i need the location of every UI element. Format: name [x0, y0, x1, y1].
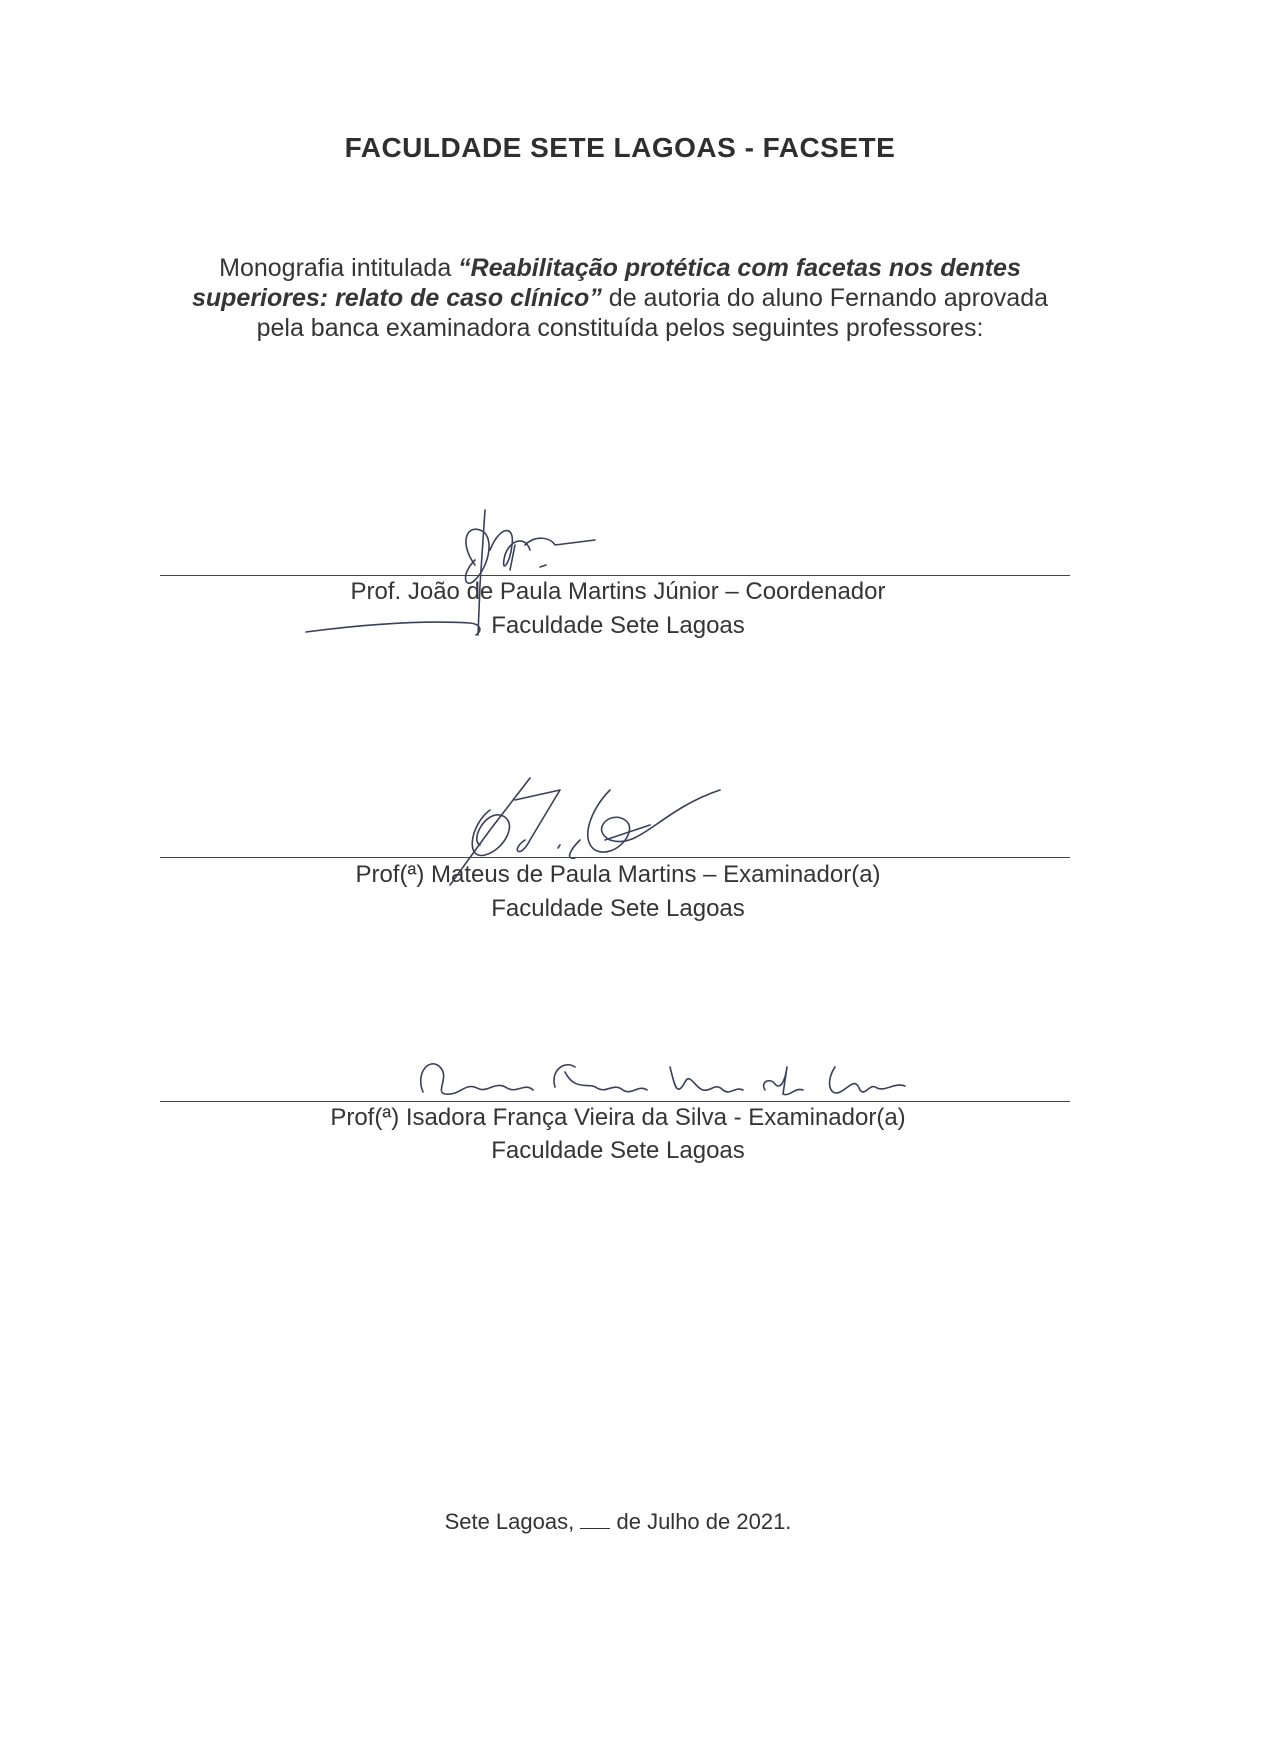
intro-prefix: Monografia intitulada — [219, 254, 459, 282]
examiner-institution: Faculdade Sete Lagoas — [491, 1137, 745, 1164]
date-month-year: de Julho de 2021. — [616, 1509, 792, 1534]
examiner-institution: Faculdade Sete Lagoas — [491, 612, 745, 639]
monograph-title: “Reabilitação protética com facetas nos dentes superiores: relato de caso clínico” — [191, 254, 1021, 312]
examiner-name-role: Prof(ª) Mateus de Paula Martins – Examinador(a) — [355, 861, 881, 888]
intro-suffix: de autoria do aluno Fernando aprovada pela banca examinadora constituída pelos seguintes professores: — [256, 284, 1049, 342]
examiner-institution: Faculdade Sete Lagoas — [491, 895, 745, 922]
approval-statement — [170, 253, 1070, 343]
examiner-name-role: Prof(ª) Isadora França Vieira da Silva - Examinador(a) — [330, 1104, 906, 1131]
date-city: Sete Lagoas, — [444, 1509, 575, 1534]
examiner-name-role: Prof. João de Paula Martins Júnior – Coordenador — [350, 578, 886, 605]
institution-title: FACULDADE SETE LAGOAS - FACSETE — [344, 132, 896, 163]
signature-line — [160, 1101, 1070, 1102]
signing-date — [0, 1508, 1236, 1535]
signature-line — [160, 575, 1070, 576]
signature-examiner-3 — [415, 1052, 915, 1112]
signature-line — [160, 857, 1070, 858]
day-blank-field — [580, 1508, 610, 1529]
